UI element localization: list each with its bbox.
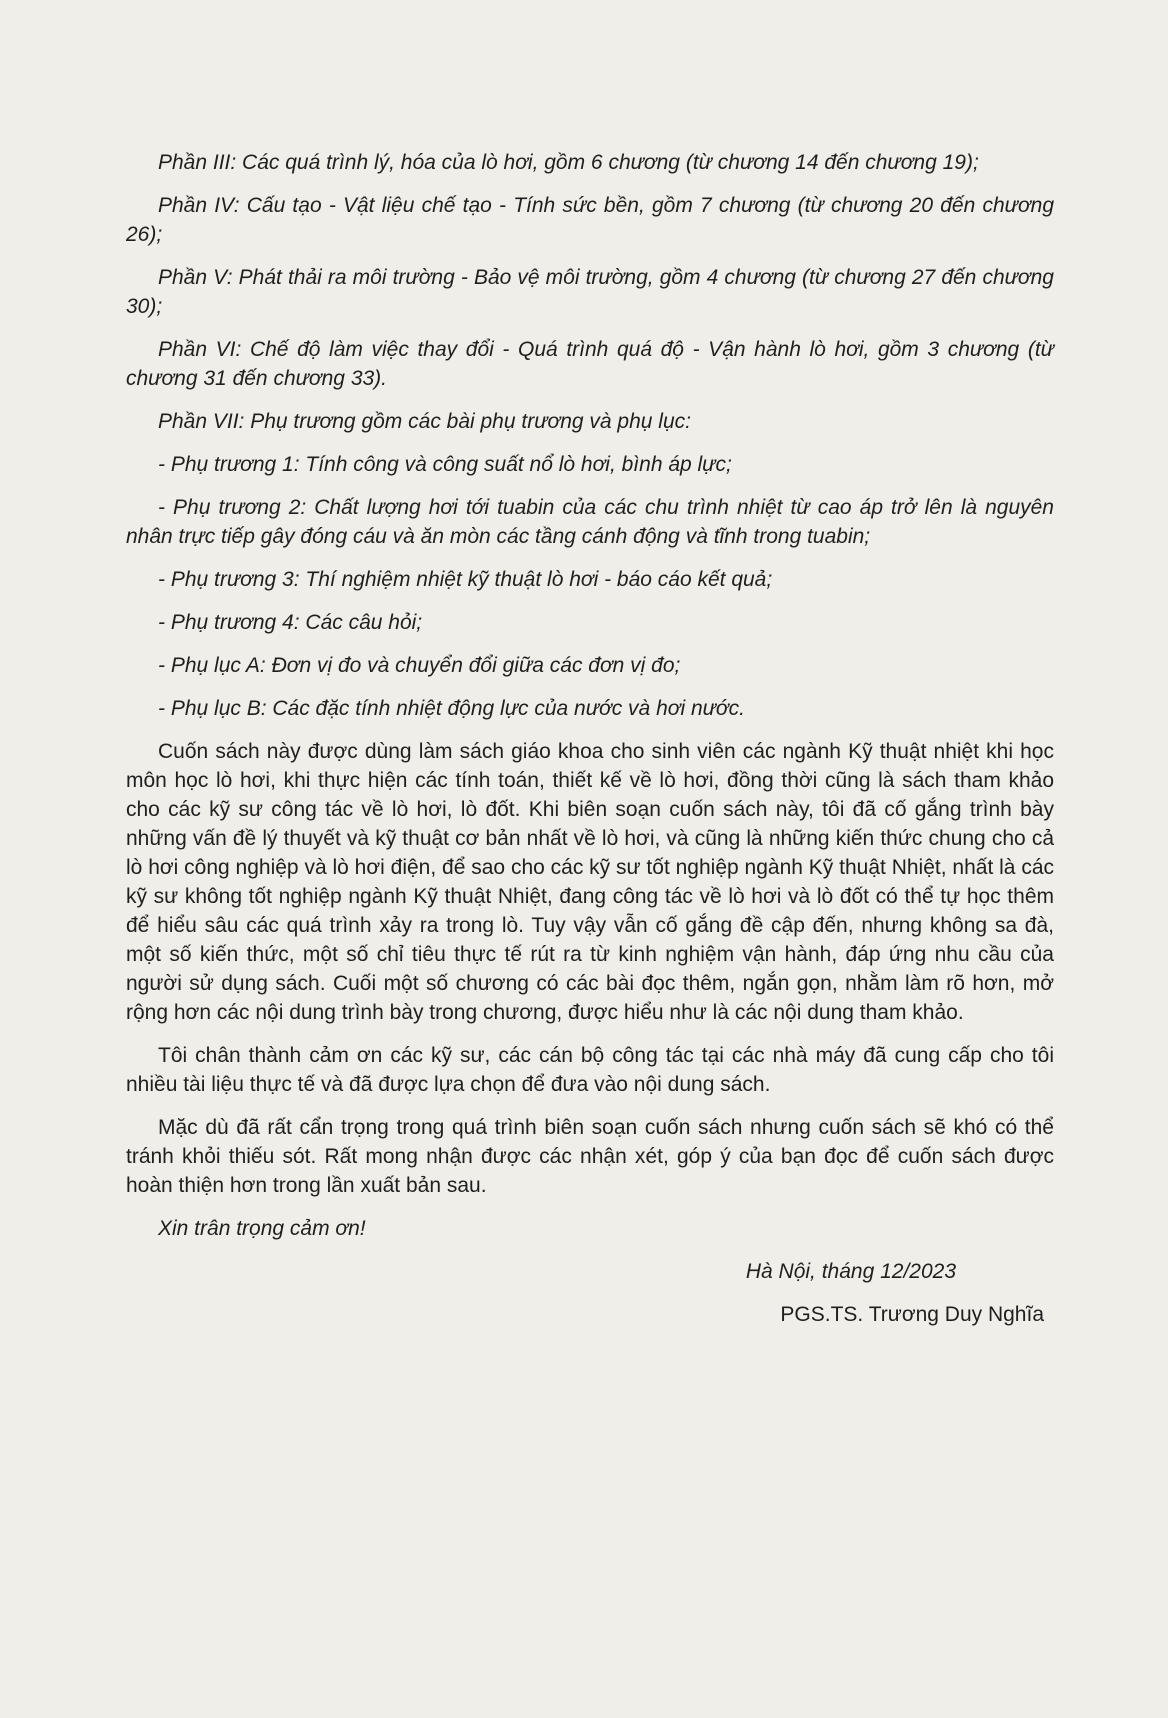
paragraph-thanks: Tôi chân thành cảm ơn các kỹ sư, các cán bộ công tác tại các nhà máy đã cung cấp cho tôi nhiều tài liệu thực tế và đã được lựa chọn để đưa vào nội dung sách. — [126, 1044, 1054, 1096]
appendix-2: - Phụ trương 2: Chất lượng hơi tới tuabin của các chu trình nhiệt từ cao áp trở lên là nguyên nhân trực tiếp gây đóng cáu và ăn mòn các tầng cánh động và tĩnh trong tuabin; — [126, 496, 1054, 548]
paragraph-feedback: Mặc dù đã rất cẩn trọng trong quá trình biên soạn cuốn sách nhưng cuốn sách sẽ khó có thể tránh khỏi thiếu sót. Rất mong nhận được các nhận xét, góp ý của bạn đọc để cuốn sách được hoàn thiện hơn trong lần xuất bản sau. — [126, 1116, 1054, 1197]
part-3: Phần III: Các quá trình lý, hóa của lò hơi, gồm 6 chương (từ chương 14 đến chương 19); — [158, 151, 979, 174]
part-7: Phần VII: Phụ trương gồm các bài phụ trương và phụ lục: — [158, 410, 691, 433]
paragraph-purpose: Cuốn sách này được dùng làm sách giáo khoa cho sinh viên các ngành Kỹ thuật nhiệt khi học môn học lò hơi, khi thực hiện các tính toán, thiết kế về lò hơi, đồng thời cũng là sách tham khảo cho các kỹ sư công tác về lò hơi, lò đốt. Khi biên soạn cuốn sách này, tôi đã cố gắng trình bày những vấn đề lý thuyết và kỹ thuật cơ bản nhất về lò hơi, và cũng là những kiến thức chung cho cả lò hơi công nghiệp và lò hơi điện, để sao cho các kỹ sư tốt nghiệp ngành Kỹ thuật Nhiệt, nhất là các kỹ sư không tốt nghiệp ngành Kỹ thuật Nhiệt, đang công tác về lò hơi và lò đốt có thể tự học thêm để hiểu sâu các quá trình xảy ra trong lò. Tuy vậy vẫn cố gắng đề cập đến, nhưng không sa đà, một số kiến thức, một số chỉ tiêu thực tế rút ra từ kinh nghiệm vận hành, đáp ứng nhu cầu của người sử dụng sách. Cuối một số chương có các bài đọc thêm, ngắn gọn, nhằm làm rõ hơn, mở rộng hơn các nội dung trình bày trong chương, được hiểu như là các nội dung tham khảo. — [126, 740, 1054, 1024]
author-signature: PGS.TS. Trương Duy Nghĩa — [780, 1303, 1044, 1326]
appendix-b: - Phụ lục B: Các đặc tính nhiệt động lực của nước và hơi nước. — [158, 697, 745, 720]
appendix-a: - Phụ lục A: Đơn vị đo và chuyển đổi giữa các đơn vị đo; — [158, 654, 681, 677]
appendix-3: - Phụ trương 3: Thí nghiệm nhiệt kỹ thuật lò hơi - báo cáo kết quả; — [158, 568, 773, 591]
closing-line: Xin trân trọng cảm ơn! — [158, 1217, 366, 1240]
part-4: Phần IV: Cấu tạo - Vật liệu chế tạo - Tính sức bền, gồm 7 chương (từ chương 20 đến chương 26); — [126, 194, 1054, 246]
part-5: Phần V: Phát thải ra môi trường - Bảo vệ môi trường, gồm 4 chương (từ chương 27 đến chương 30); — [126, 266, 1054, 318]
part-6: Phần VI: Chế độ làm việc thay đổi - Quá trình quá độ - Vận hành lò hơi, gồm 3 chương (từ chương 31 đến chương 33). — [126, 338, 1054, 390]
appendix-4: - Phụ trương 4: Các câu hỏi; — [158, 611, 423, 634]
place-date: Hà Nội, tháng 12/2023 — [745, 1260, 956, 1283]
appendix-1: - Phụ trương 1: Tính công và công suất nổ lò hơi, bình áp lực; — [158, 453, 732, 476]
page-content — [126, 148, 1054, 1329]
